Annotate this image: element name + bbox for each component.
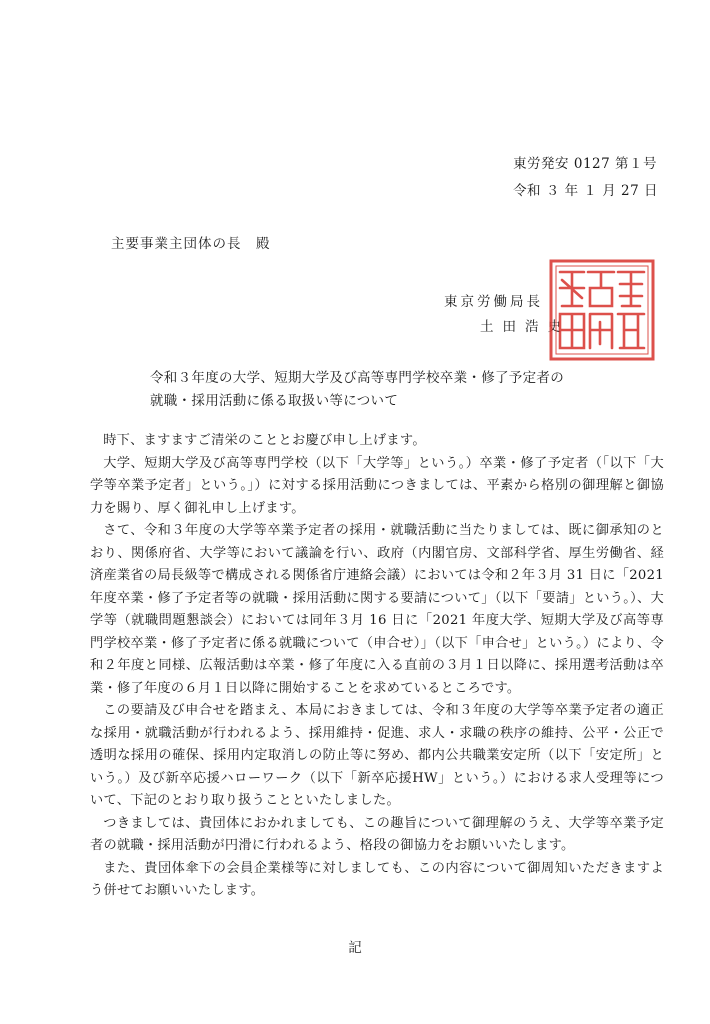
paragraph-measures: この要請及び申合せを踏まえ、本局におきましては、令和３年度の大学等卒業予定者の適正な採用・就職活動が行われるよう、採用維持・促進、求人・求職の秩序の維持、公平・公正で透明な採用の確保、採用内定取消しの防止等に努め、都内公共職業安定所（以下「安定所」という。）及び新卒応援ハローワーク（以下「新卒応援HW」という。）における求人受理等について、下記のとおり取り扱うことといたしました。 [90, 703, 664, 808]
official-seal [548, 258, 656, 362]
sender-organization: 東京労働局長 [444, 294, 543, 310]
document-number-block [513, 151, 658, 205]
body-text [90, 430, 664, 903]
paragraph-request: つきましては、貴団体におかれましても、この趣旨について御理解のうえ、大学等卒業予定者の就職・採用活動が円滑に行われるよう、格段の御協力をお願いいたします。 [90, 815, 664, 853]
subject-line-1: 令和３年度の大学、短期大学及び高等専門学校卒業・修了予定者の [150, 370, 564, 386]
paragraph-background: さて、令和３年度の大学等卒業予定者の採用・就職活動に当たりましては、既に御承知のとおり、関係府省、大学等において議論を行い、政府（内閣官房、文部科学省、厚生労働省、経済産業省の局長級等で構成される関係省庁連絡会議）においては令和２年３月 31 日に「2021 年度卒業・修了予定者等の就職・採用活動に関する要請について」（以下「要請」という。）、大学等（就職問題懇談会）においては同年３月 16 日に「2021 年度大学、短期大学及び高等専門学校卒業・修了予定者に係る就職について（申合せ）」（以下「申合せ」という。）により、令和２年度と同様、広報活動は卒業・修了年度に入る直前の３月１日以降に、採用選考活動は卒業・修了年度の６月１日以降に開始することを求めているところです。 [90, 523, 664, 696]
paragraph-thanks: 大学、短期大学及び高等専門学校（以下「大学等」という。）卒業・修了予定者（「以下「大学等卒業予定者」という。」）に対する採用活動につきましては、平素から格別の御理解と御協力を賜り、厚く御礼申し上げます。 [90, 455, 664, 516]
addressee: 主要事業主団体の長 殿 [111, 236, 271, 252]
sender-name: 土田浩史 [480, 319, 570, 335]
document-date: 令和 ３ 年 １ 月 27 日 [513, 183, 658, 199]
subject-line-2: 就職・採用活動に係る取扱い等について [150, 393, 399, 409]
subject [150, 367, 620, 413]
paragraph-dissemination: また、貴団体傘下の会員企業様等に対しましても、この内容について御周知いただきますよう併せてお願いいたします。 [90, 860, 664, 898]
document-number: 東労発安 0127 第１号 [513, 156, 658, 172]
ki-heading: 記 [348, 940, 362, 956]
paragraph-greeting: 時下、ますますご清栄のこととお慶び申し上げます。 [103, 433, 426, 448]
